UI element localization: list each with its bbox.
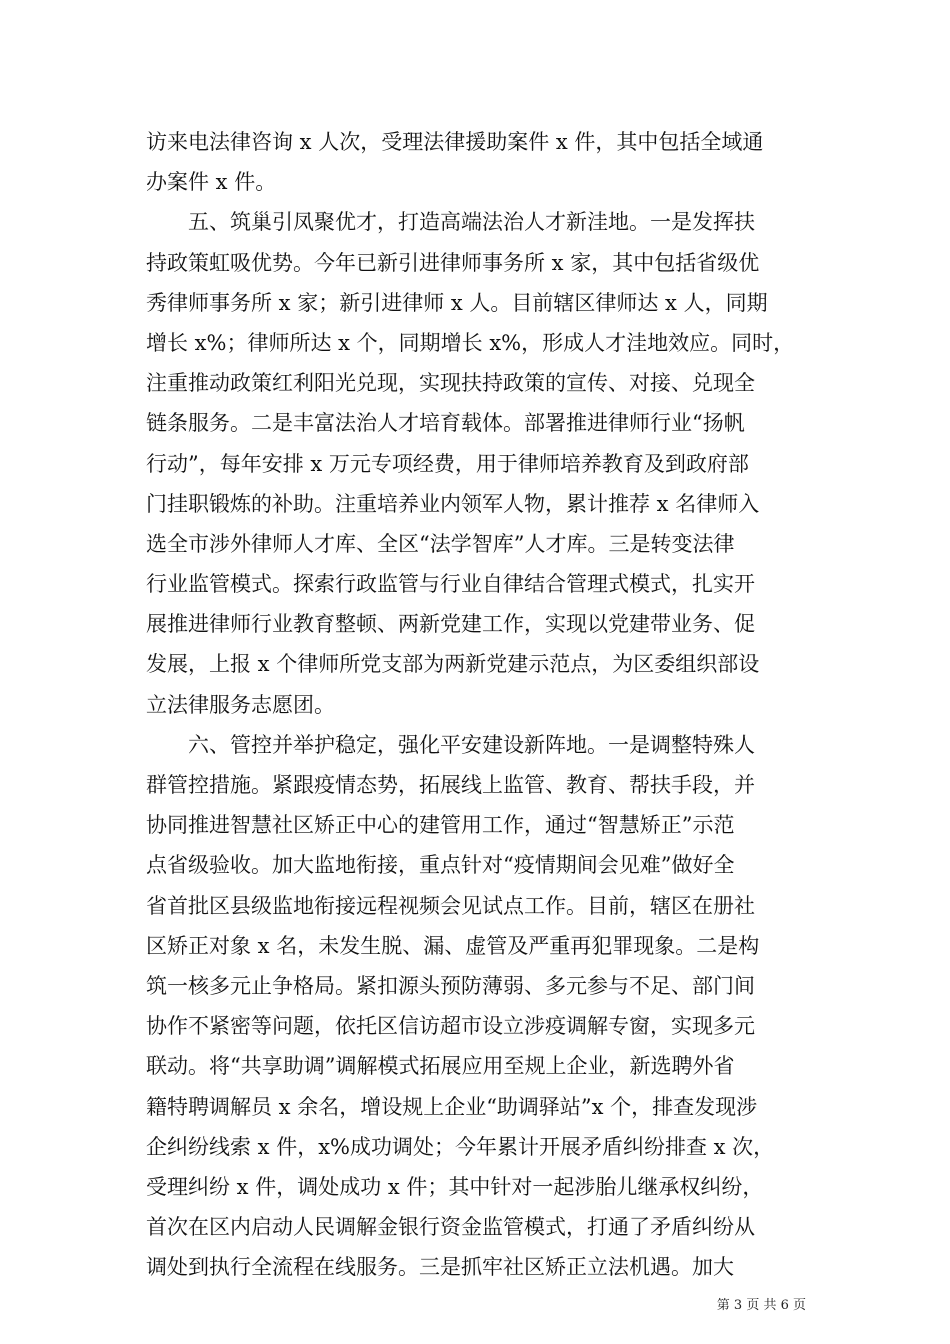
text-line: 筑一核多元止争格局。紧扣源头预防薄弱、多元参与不足、部门间	[146, 973, 755, 998]
text-line: 发展，上报 x 个律师所党支部为两新党建示范点，为区委组织部设	[146, 652, 760, 677]
text-line: 增长 x%；律师所达 x 个，同期增长 x%，形成人才洼地效应。同时，	[146, 330, 795, 355]
text-line: 协同推进智慧社区矫正中心的建管用工作，通过“智慧矫正”示范	[146, 813, 735, 838]
text-line: 区矫正对象 x 名，未发生脱、漏、虚管及严重再犯罪现象。二是构	[146, 933, 760, 958]
text-line: 行动”，每年安排 x 万元专项经费，用于律师培养教育及到政府部	[146, 451, 749, 476]
text-line: 联动。将“共享助调”调解模式拓展应用至规上企业，新选聘外省	[146, 1054, 735, 1079]
text-line: 协作不紧密等问题，依托区信访超市设立涉疫调解专窗，实现多元	[146, 1014, 755, 1039]
text-line: 企纠纷线索 x 件，x%成功调处；今年累计开展矛盾纠纷排查 x 次，	[146, 1134, 775, 1159]
text-line: 调处到执行全流程在线服务。三是抓牢社区矫正立法机遇。加大	[146, 1255, 734, 1280]
text-line: 持政策虹吸优势。今年已新引进律师事务所 x 家，其中包括省级优	[146, 250, 760, 275]
text-line: 门挂职锻炼的补助。注重培养业内领军人物，累计推荐 x 名律师入	[146, 491, 760, 516]
document-body	[146, 122, 806, 1287]
text-line: 访来电法律咨询 x 人次，受理法律援助案件 x 件，其中包括全域通	[146, 130, 764, 154]
text-line: 省首批区县级监地衔接远程视频会见试点工作。目前，辖区在册社	[146, 893, 755, 918]
text-line: 立法律服务志愿团。	[146, 692, 335, 717]
text-line: 展推进律师行业教育整顿、两新党建工作，实现以党建带业务、促	[146, 612, 755, 637]
page-number: 第 3 页 共 6 页	[716, 1298, 806, 1313]
text-line: 秀律师事务所 x 家；新引进律师 x 人。目前辖区律师达 x 人，同期	[146, 290, 768, 315]
text-line: 注重推动政策红利阳光兑现，实现扶持政策的宣传、对接、兑现全	[146, 371, 755, 396]
text-line: 首次在区内启动人民调解金银行资金监管模式，打通了矛盾纠纷从	[146, 1215, 755, 1240]
text-line: 行业监管模式。探索行政监管与行业自律结合管理式模式，扎实开	[146, 572, 755, 597]
text-line: 点省级验收。加大监地衔接，重点针对“疫情期间会见难”做好全	[146, 853, 735, 878]
text-line: 选全市涉外律师人才库、全区“法学智库”人才库。三是转变法律	[146, 531, 735, 556]
text-line: 办案件 x 件。	[146, 170, 277, 195]
text-line: 籍特聘调解员 x 余名，增设规上企业“助调驿站”x 个，排查发现涉	[146, 1094, 758, 1119]
text-line: 群管控措施。紧跟疫情态势，拓展线上监管、教育、帮扶手段，并	[146, 773, 755, 797]
text-line: 受理纠纷 x 件，调处成功 x 件；其中针对一起涉胎儿继承权纠纷，	[146, 1174, 764, 1199]
text-line: 六、管控并举护稳定，强化平安建设新阵地。一是调整特殊人	[146, 732, 755, 757]
text-line: 链条服务。二是丰富法治人才培育载体。部署推进律师行业“扬帆	[146, 411, 745, 436]
text-line: 五、筑巢引凤聚优才，打造高端法治人才新洼地。一是发挥扶	[146, 210, 755, 235]
